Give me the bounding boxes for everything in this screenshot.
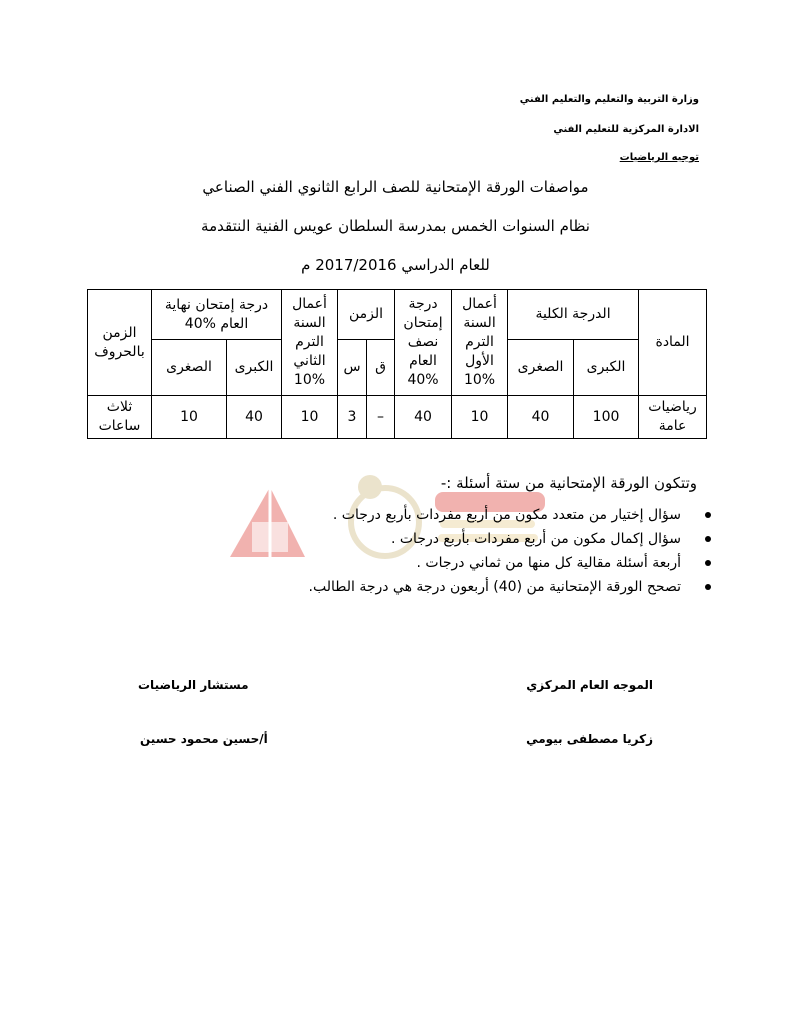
academic-year: للعام الدراسي 2017/2016 م — [301, 256, 490, 274]
total-max-header: الكبرى — [574, 340, 639, 396]
list-item — [211, 551, 711, 575]
subject-cell: رياضيات عامة — [639, 396, 707, 439]
bullet-icon — [705, 560, 711, 566]
term2-work-cell: 10 — [282, 396, 338, 439]
document-title: مواصفات الورقة الإمتحانية للصف الرابع الثانوي الفني الصناعي — [202, 178, 589, 196]
questions-intro: وتتكون الورقة الإمتحانية من ستة أسئلة :- — [440, 474, 697, 492]
bullet-icon — [705, 512, 711, 518]
question-item-text: سؤال إختيار من متعدد مكون من أربع مفردات بأربع درجات . — [332, 507, 681, 523]
table-row — [88, 396, 707, 439]
question-item-text: أربعة أسئلة مقالية كل منها من ثماني درجات . — [416, 555, 681, 571]
final-exam-header: درجة إمتحان نهاية العام %40 — [152, 290, 282, 340]
time-in-words-header: الزمن بالحروف — [88, 290, 152, 396]
bullet-icon — [705, 584, 711, 590]
central-supervisor-title: الموجه العام المركزي — [526, 678, 653, 692]
math-advisor-title: مستشار الرياضيات — [138, 678, 249, 692]
time-hours-header: س — [338, 340, 367, 396]
time-in-words-cell: ثلاث ساعات — [88, 396, 152, 439]
questions-list — [211, 503, 711, 599]
table-header-row — [88, 290, 707, 340]
total-min-header: الصغرى — [508, 340, 574, 396]
time-header: الزمن — [338, 290, 395, 340]
midyear-exam-header: درجة إمتحان نصف العام %40 — [395, 290, 452, 396]
total-grade-header: الدرجة الكلية — [508, 290, 639, 340]
midyear-exam-cell: 40 — [395, 396, 452, 439]
question-item-text: تصحح الورقة الإمتحانية من (40) أربعون درجة هي درجة الطالب. — [308, 579, 681, 595]
question-item-text: سؤال إكمال مكون من أربع مفردات بأربع درجات . — [390, 531, 681, 547]
time-hours-cell: 3 — [338, 396, 367, 439]
exam-spec-table — [87, 289, 707, 439]
ministry-name: وزارة التربية والتعليم والتعليم الفني — [519, 94, 699, 105]
final-min-cell: 10 — [152, 396, 227, 439]
math-advisor-name: أ/حسين محمود حسين — [140, 732, 268, 746]
department-name: الادارة المركزية للتعليم الفني — [553, 124, 699, 135]
bullet-icon — [705, 536, 711, 542]
list-item — [211, 527, 711, 551]
time-minutes-cell: – — [367, 396, 395, 439]
term2-work-header: أعمال السنة الترم الثاني %10 — [282, 290, 338, 396]
list-item — [211, 503, 711, 527]
final-min-header: الصغرى — [152, 340, 227, 396]
time-minutes-header: ق — [367, 340, 395, 396]
term1-work-header: أعمال السنة الترم الأول %10 — [452, 290, 508, 396]
total-min-cell: 40 — [508, 396, 574, 439]
section-name: توجيه الرياضيات — [619, 152, 699, 163]
central-supervisor-name: زكريا مصطفى بيومي — [526, 732, 653, 746]
list-item — [211, 575, 711, 599]
total-max-cell: 100 — [574, 396, 639, 439]
final-max-cell: 40 — [227, 396, 282, 439]
term1-work-cell: 10 — [452, 396, 508, 439]
subject-header: المادة — [639, 290, 707, 396]
final-max-header: الكبرى — [227, 340, 282, 396]
document-subtitle: نظام السنوات الخمس بمدرسة السلطان عويس الفنية النتقدمة — [201, 217, 590, 235]
